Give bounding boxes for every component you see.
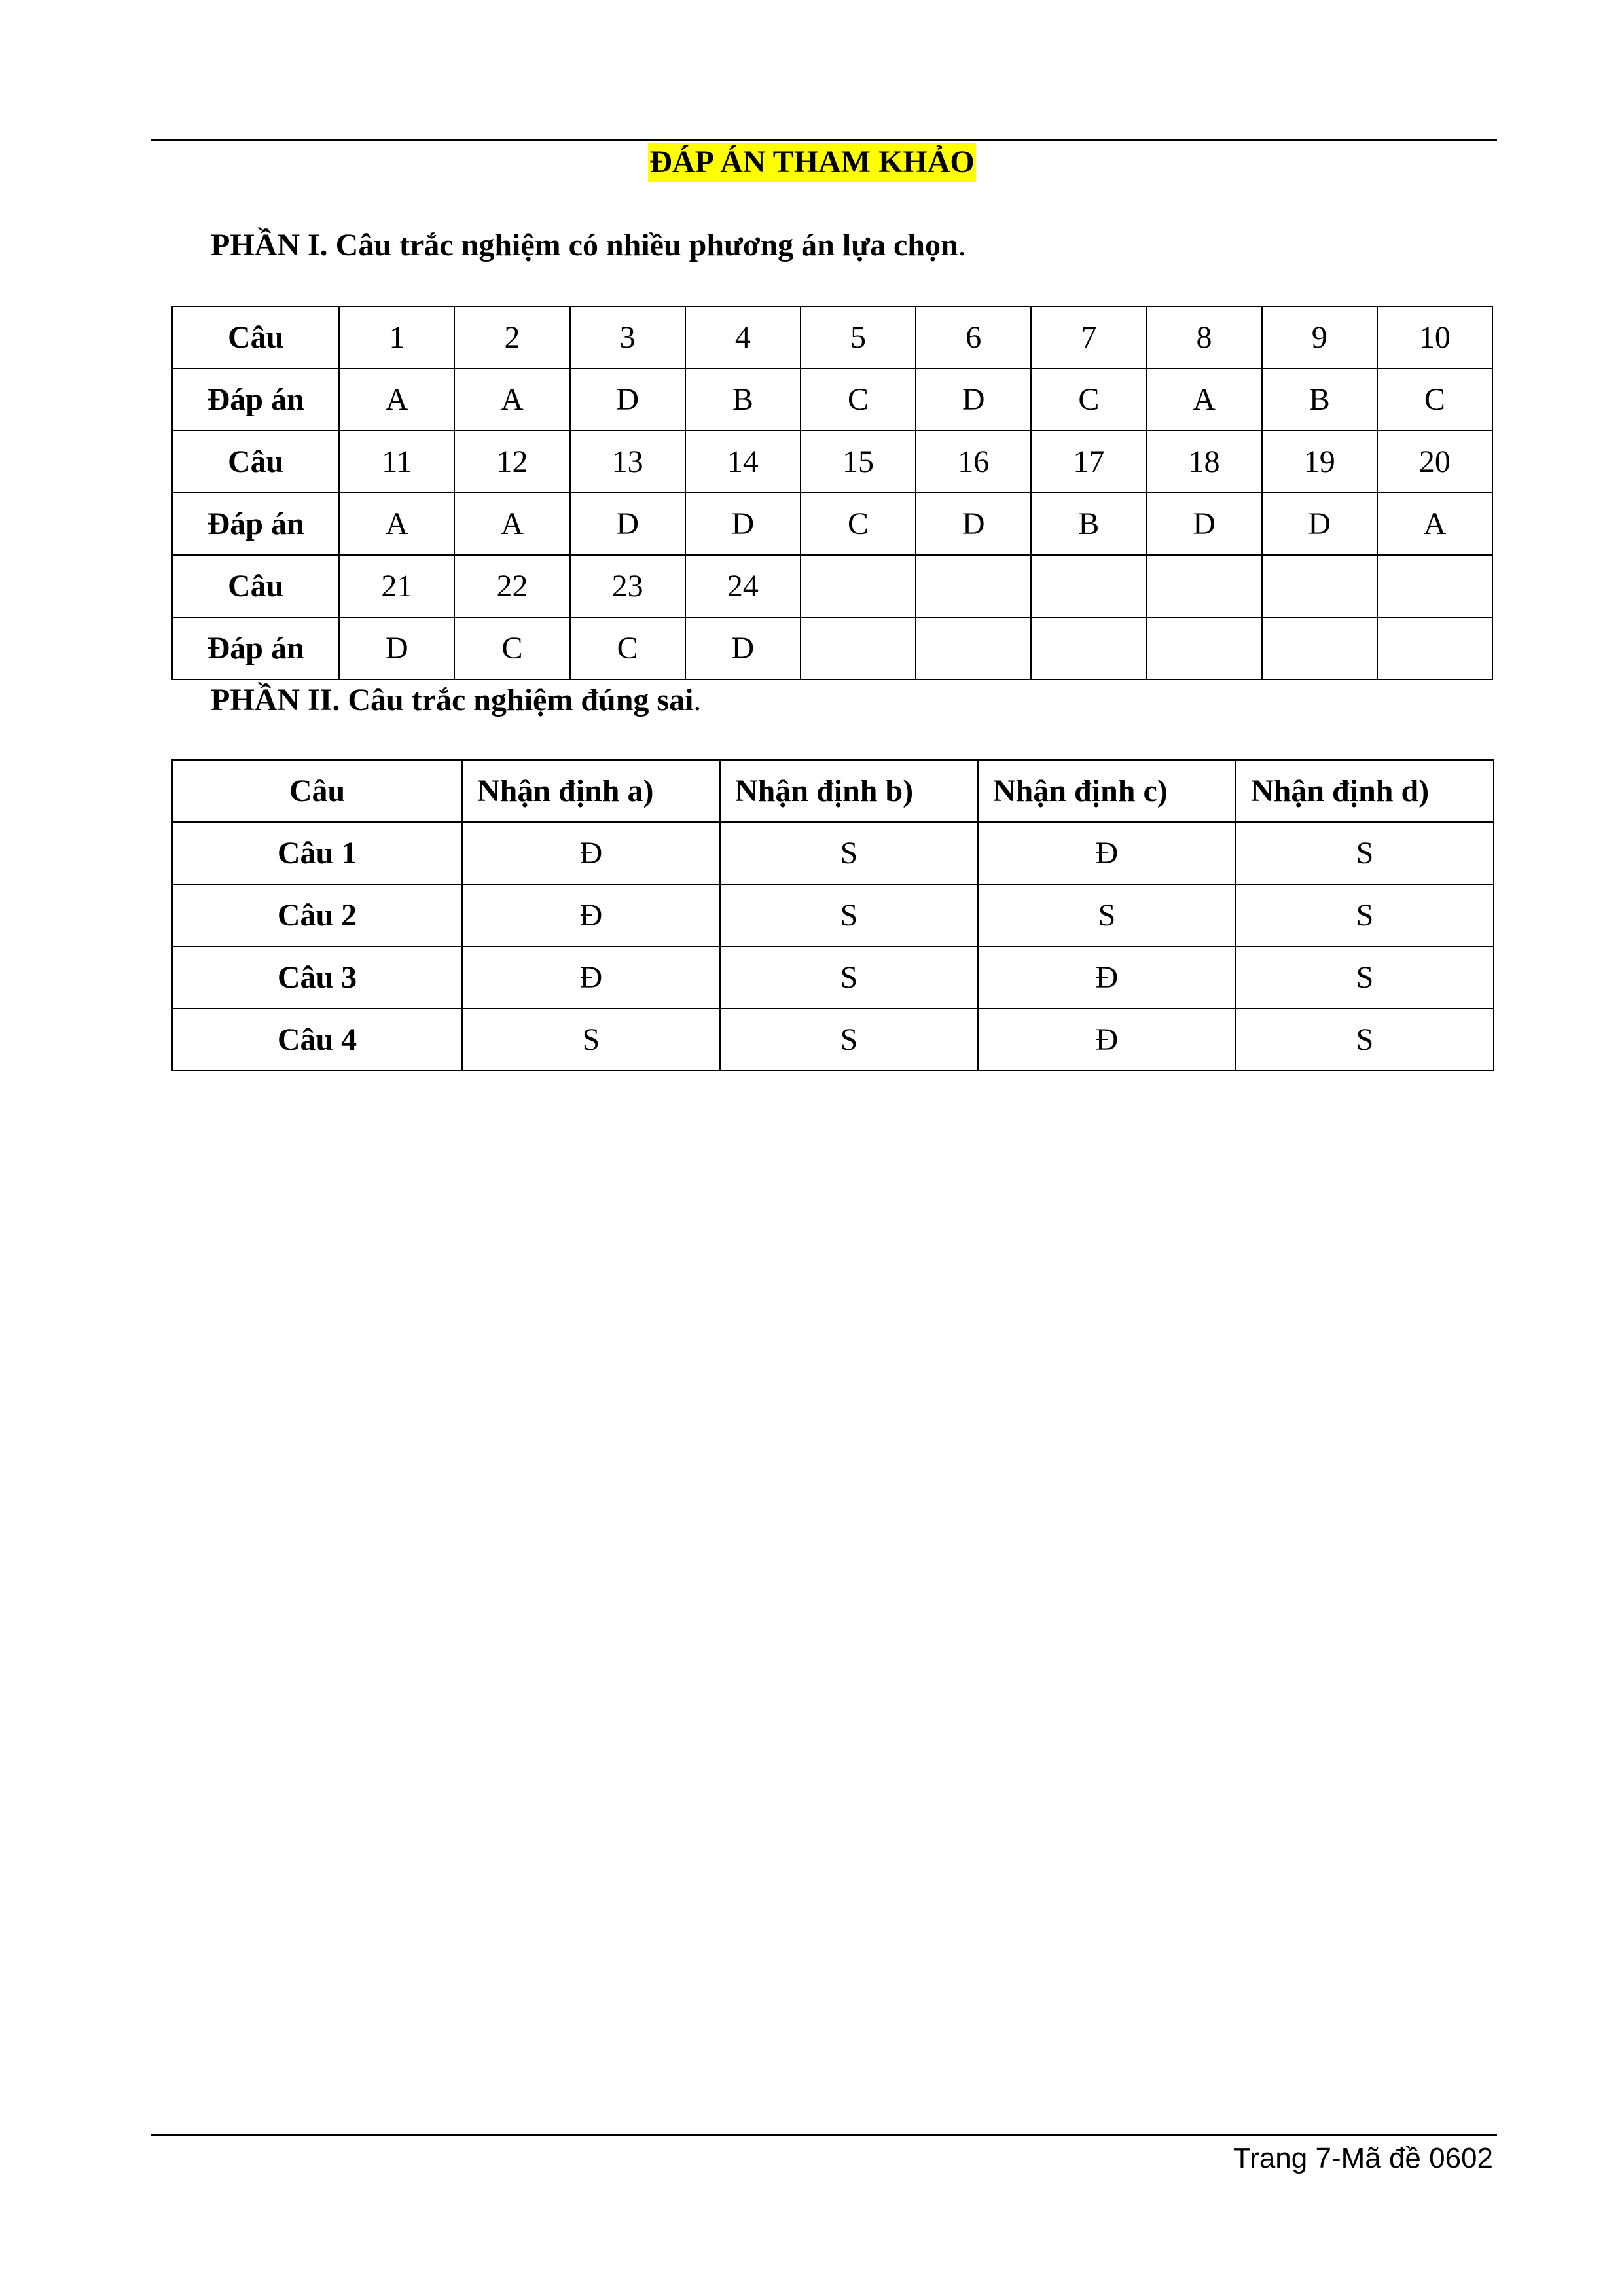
table-row [172,493,1492,555]
table-cell: B [1031,493,1146,555]
table-cell: Đ [462,946,720,1009]
table-cell [1146,555,1261,617]
table-cell [1031,617,1146,679]
table-cell [1377,555,1492,617]
table-cell: 12 [454,431,569,493]
table-cell: D [685,493,801,555]
row-label: Câu 1 [172,822,462,884]
page-footer: Trang 7-Mã đề 0602 [1233,2142,1493,2174]
table-cell: 22 [454,555,569,617]
table-cell: D [916,368,1031,431]
table-cell: 3 [570,306,685,368]
table-cell: B [685,368,801,431]
table-row [172,946,1494,1009]
table-cell: A [339,368,454,431]
table-cell: A [454,493,569,555]
table-cell: 6 [916,306,1031,368]
row-label: Câu [172,431,339,493]
table-cell: 1 [339,306,454,368]
table-cell: S [720,946,978,1009]
section2-heading-text: PHẦN II. Câu trắc nghiệm đúng sai [211,683,694,717]
table-cell: 8 [1146,306,1261,368]
table-row [172,617,1492,679]
table-row [172,822,1494,884]
table-cell [1146,617,1261,679]
table-cell: S [720,884,978,946]
column-header: Nhận định a) [462,760,720,822]
table-cell: A [1377,493,1492,555]
table-cell: 23 [570,555,685,617]
table-row [172,555,1492,617]
table-cell: Đ [978,1009,1236,1071]
table-cell: 24 [685,555,801,617]
table-cell: 14 [685,431,801,493]
section2-period: . [693,683,702,717]
table-row [172,306,1492,368]
table-cell: A [1146,368,1261,431]
table-cell: D [916,493,1031,555]
table-cell: A [339,493,454,555]
table-cell: D [1262,493,1377,555]
table-cell: 9 [1262,306,1377,368]
table-cell: Đ [978,946,1236,1009]
row-label: Câu [172,306,339,368]
title-wrap [0,143,1624,182]
section1-heading-text: PHẦN I. Câu trắc nghiệm có nhiều phương án lựa chọn [211,228,958,262]
table-cell: S [462,1009,720,1071]
table-row [172,1009,1494,1071]
table-cell [916,555,1031,617]
table-cell: 5 [801,306,916,368]
table-cell: C [801,368,916,431]
row-label: Đáp án [172,617,339,679]
section1-heading [211,226,966,265]
table-cell [916,617,1031,679]
table-cell: 2 [454,306,569,368]
table-cell: 11 [339,431,454,493]
table-cell: C [801,493,916,555]
row-label: Câu 2 [172,884,462,946]
table-cell [801,555,916,617]
table-cell: S [1236,822,1494,884]
table-cell [801,617,916,679]
table-cell: 17 [1031,431,1146,493]
table-cell: C [1031,368,1146,431]
true-false-table-body [172,822,1494,1071]
column-header: Nhận định b) [720,760,978,822]
true-false-table-header [172,760,1494,822]
table-cell: 16 [916,431,1031,493]
column-header: Nhận định d) [1236,760,1494,822]
section2-heading [211,681,701,720]
table-cell: S [1236,1009,1494,1071]
table-cell: Đ [978,822,1236,884]
table-cell: 10 [1377,306,1492,368]
table-cell: Đ [462,822,720,884]
header-rule [151,139,1497,141]
table-cell: Đ [462,884,720,946]
table-cell: C [1377,368,1492,431]
row-label: Đáp án [172,368,339,431]
table-cell: S [1236,884,1494,946]
table-cell: 19 [1262,431,1377,493]
table-cell: 7 [1031,306,1146,368]
table-cell: S [720,822,978,884]
table-cell: S [720,1009,978,1071]
table-cell: D [570,368,685,431]
table-cell [1262,555,1377,617]
table-cell: S [978,884,1236,946]
table-cell: D [570,493,685,555]
table-cell: 4 [685,306,801,368]
table-cell [1031,555,1146,617]
table-cell: D [339,617,454,679]
table-row [172,368,1492,431]
table-cell: C [570,617,685,679]
table-cell: D [685,617,801,679]
table-cell: 20 [1377,431,1492,493]
table-cell: A [454,368,569,431]
column-header: Nhận định c) [978,760,1236,822]
row-label: Câu [172,555,339,617]
table-cell: 13 [570,431,685,493]
table-cell: 15 [801,431,916,493]
section1-period: . [958,228,966,262]
table-cell: 21 [339,555,454,617]
table-cell [1377,617,1492,679]
column-header: Câu [172,760,462,822]
table-row [172,431,1492,493]
table-row [172,884,1494,946]
table-cell: 18 [1146,431,1261,493]
row-label: Câu 3 [172,946,462,1009]
answer-table-body [172,306,1492,679]
table-cell [1262,617,1377,679]
header-row [172,760,1494,822]
answer-table-multiple-choice [171,306,1493,680]
table-cell: D [1146,493,1261,555]
table-cell: S [1236,946,1494,1009]
footer-rule [151,2134,1497,2136]
answer-table-true-false [171,759,1494,1071]
table-cell: B [1262,368,1377,431]
row-label: Câu 4 [172,1009,462,1071]
page-title: ĐÁP ÁN THAM KHẢO [648,143,975,182]
row-label: Đáp án [172,493,339,555]
table-cell: C [454,617,569,679]
